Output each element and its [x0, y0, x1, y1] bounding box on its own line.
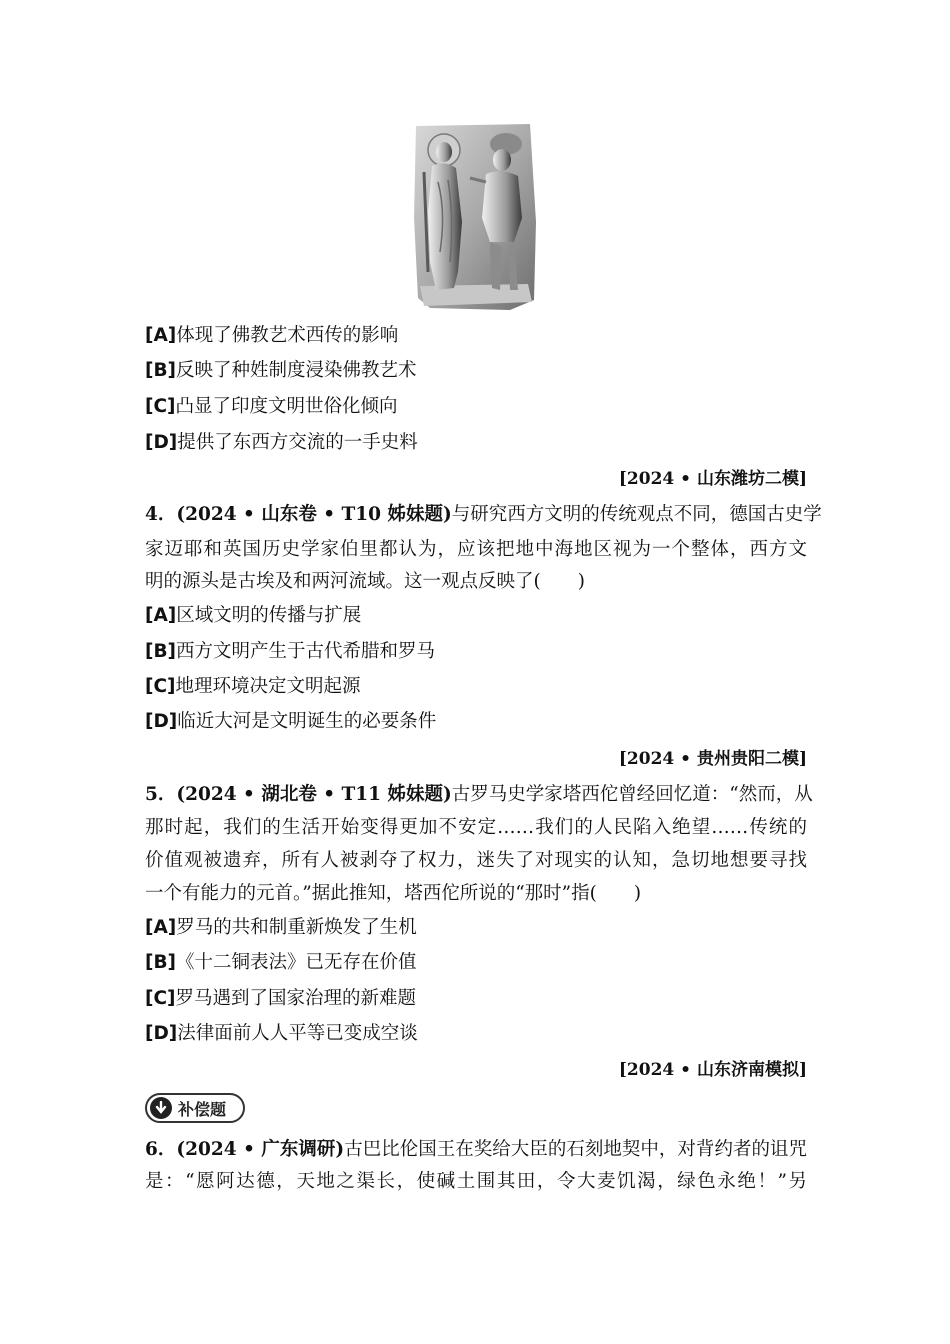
q5-line-1: 5．(2024 • 湖北卷 • T11 姊妹题)古罗马史学家塔西佗曾经回忆道：“然而，从: [145, 784, 813, 805]
q4-line-3: 明的源头是古埃及和两河流域。这一观点反映了( ): [145, 571, 585, 592]
q4-option-a: [A]区域文明的传播与扩展: [145, 605, 362, 626]
q5-line-3: 价值观被遗弃，所有人被剥夺了权力，迷失了对现实的认知，急切地想要寻找: [145, 850, 807, 871]
q3-option-c: [C]凸显了印度文明世俗化倾向: [145, 396, 398, 417]
q5-line-4: 一个有能力的元首。”据此推知，塔西佗所说的“那时”指( ): [145, 883, 642, 904]
q5-option-d: [D]法律面前人人平等已变成空谈: [145, 1023, 418, 1044]
buddhist-relief-image: [410, 122, 538, 312]
q3-source: [2024 • 山东潍坊二模]: [618, 469, 807, 489]
q4-option-c: [C]地理环境决定文明起源: [145, 676, 361, 697]
q4-option-d: [D]临近大河是文明诞生的必要条件: [145, 711, 437, 732]
q5-option-a: [A]罗马的共和制重新焕发了生机: [145, 917, 417, 938]
q6-line-2: 是：“愿阿达德，天地之渠长，使碱土围其田，令大麦饥渴，绿色永绝！”另: [145, 1171, 807, 1192]
q4-line-2: 家迈耶和英国历史学家伯里都认为，应该把地中海地区视为一个整体，西方文: [145, 539, 807, 560]
badge-label: 补偿题: [178, 1099, 227, 1119]
q4-line-1: 4．(2024 • 山东卷 • T10 姊妹题)与研究西方文明的传统观点不同，德国古史学: [145, 504, 822, 525]
q3-option-a: [A]体现了佛教艺术西传的影响: [145, 325, 399, 346]
q4-source: [2024 • 贵州贵阳二模]: [618, 749, 807, 769]
q6-line-1: 6．(2024 • 广东调研)古巴比伦国王在奖给大臣的石刻地契中，对背约者的诅咒: [145, 1139, 807, 1160]
q3-option-d: [D]提供了东西方交流的一手史料: [145, 432, 418, 453]
down-arrow-circle-icon: [150, 1097, 172, 1119]
supplementary-badge: [145, 1093, 245, 1123]
q5-source: [2024 • 山东济南模拟]: [618, 1060, 807, 1080]
q3-option-b: [B]反映了种姓制度浸染佛教艺术: [145, 360, 417, 381]
q5-option-b: [B]《十二铜表法》已无存在价值: [145, 952, 417, 973]
q5-line-2: 那时起，我们的生活开始变得更加不安定……我们的人民陷入绝望……传统的: [145, 817, 807, 838]
q4-option-b: [B]西方文明产生于古代希腊和罗马: [145, 641, 436, 662]
q5-option-c: [C]罗马遇到了国家治理的新难题: [145, 988, 417, 1009]
